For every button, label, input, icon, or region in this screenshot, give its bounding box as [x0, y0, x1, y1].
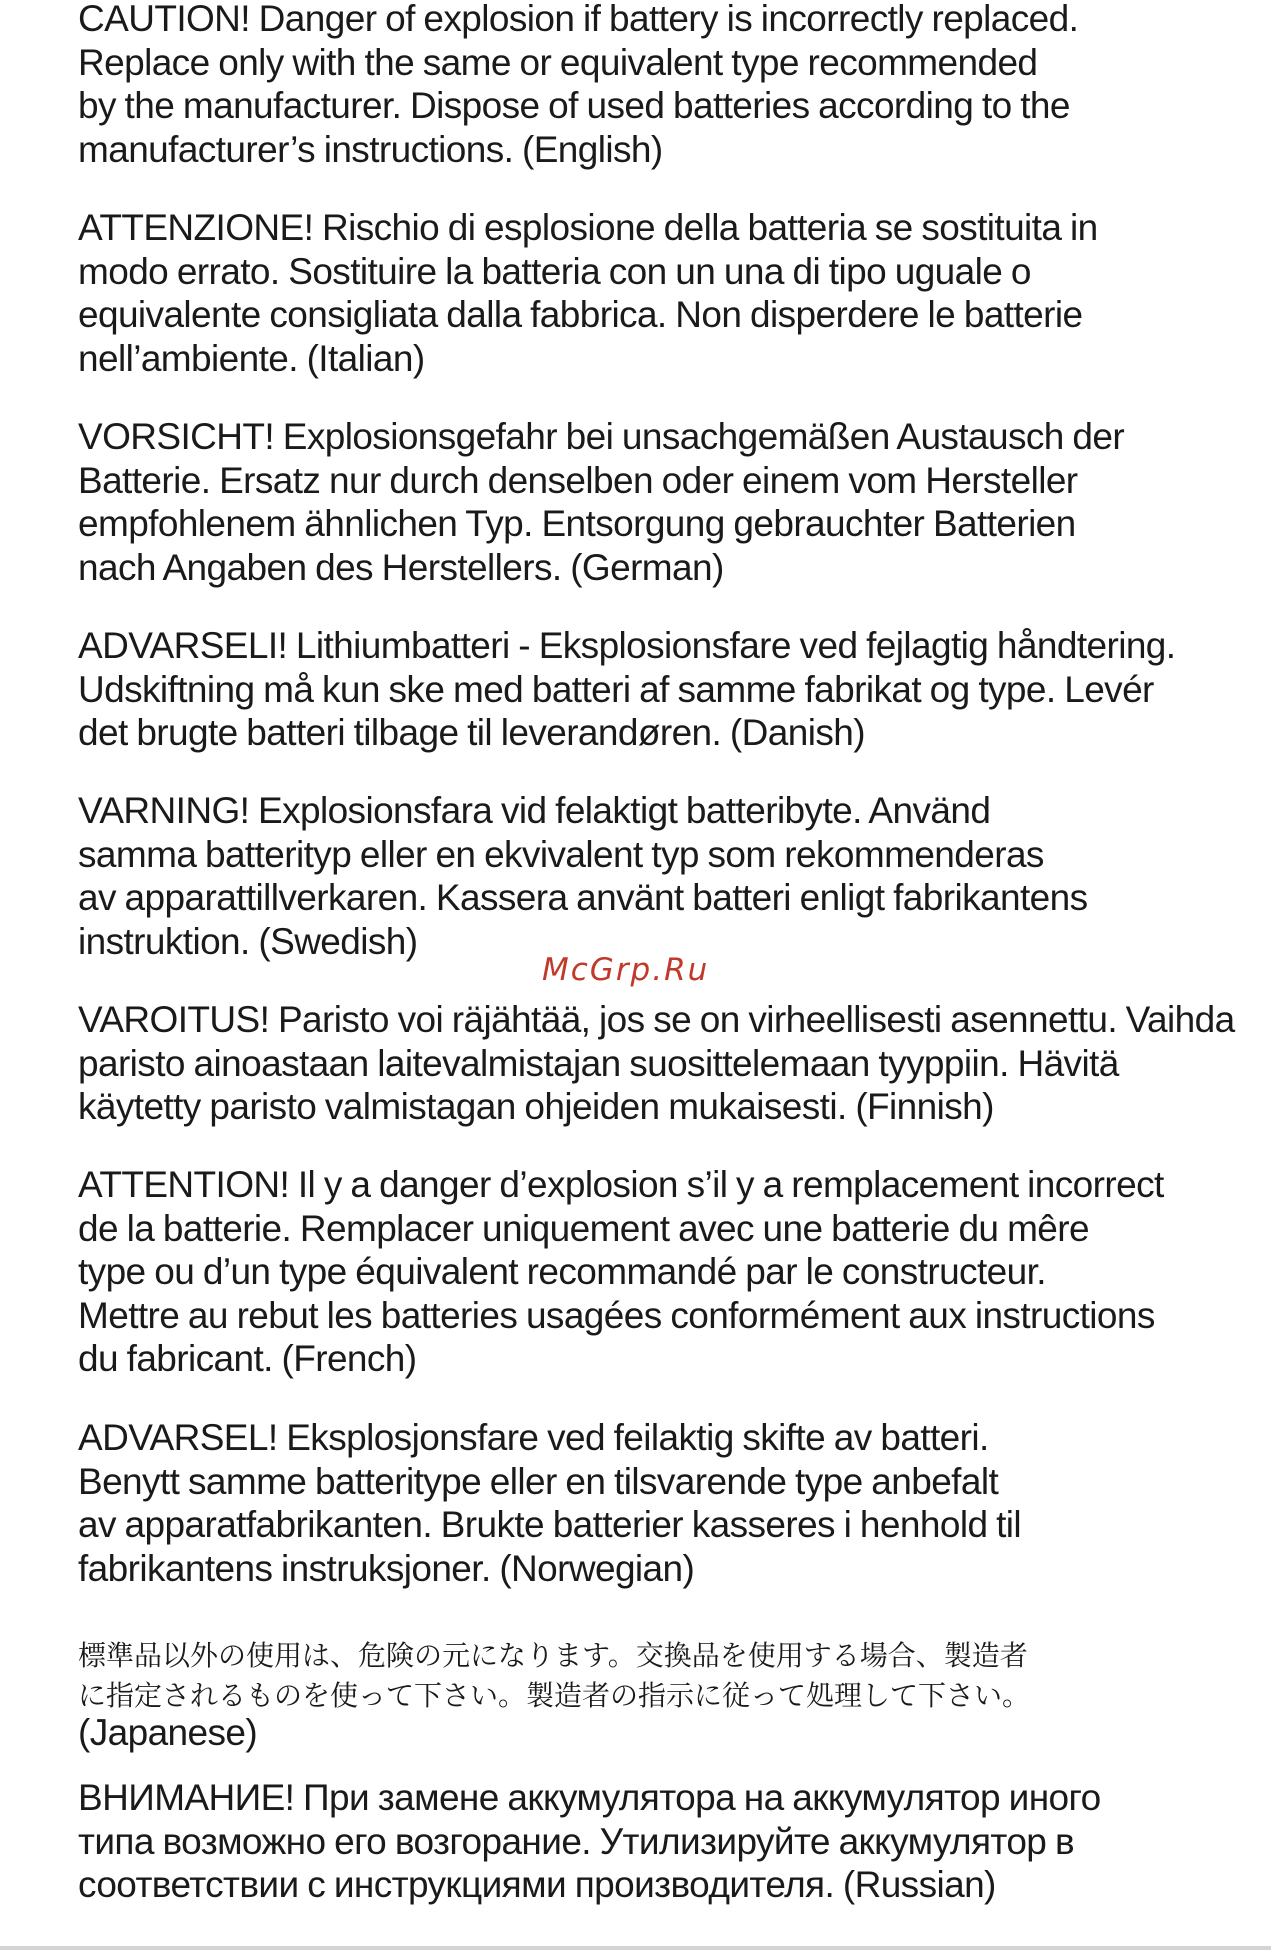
page-bottom-border — [0, 1946, 1271, 1950]
warning-danish: ADVARSELI! Lithiumbatteri - Eksplosionsfare ved fejlagtig håndtering. Udskiftning må kun ske med batteri af samme fabrikat og type. Levér det brugte batteri tilbage til leverandøren. (Danish) — [78, 625, 1176, 753]
warning-norwegian: ADVARSEL! Eksplosjonsfare ved feilaktig skifte av batteri. Benytt samme batteritype eller en tilsvarende type anbefalt av apparatfabrikanten. Brukte batterier kasseres i henhold til fabrikantens instruksjoner. (Norwegian) — [78, 1417, 1022, 1589]
warning-japanese: 標準品以外の使用は、危険の元になります。交換品を使用する場合、製造者 に指定されるものを使って下さい。製造者の指示に従って処理して下さい。 — [78, 1639, 1031, 1712]
warning-english: CAUTION! Danger of explosion if battery is incorrectly replaced. Replace only with the same or equivalent type recommended by the manufacturer. Dispose of used batteries according to the manufacturer’s instructions. (English) — [78, 0, 1079, 170]
warning-japanese-language-label: (Japanese) — [78, 1712, 258, 1753]
warning-finnish: VAROITUS! Paristo voi räjähtää, jos se on virheellisesti asennettu. Vaihda paristo ainoastaan laitevalmistajan suosittelemaan tyyppiin. Hävitä käytetty paristo valmistagan ohjeiden mukaisesti. (Finnish) — [78, 999, 1235, 1127]
warning-french: ATTENTION! Il y a danger d’explosion s’il y a remplacement incorrect de la batterie. Remplacer uniquement avec une batterie du mêre type ou d’un type équivalent recommandé par le constructeur. Mettre au rebut les batteries usagées conformément aux instructions du fabricant. (French) — [78, 1164, 1164, 1379]
warning-german: VORSICHT! Explosionsgefahr bei unsachgemäßen Austausch der Batterie. Ersatz nur durch denselben oder einem vom Hersteller empfohlenem ähnlichen Typ. Entsorgung gebrauchter Batterien nach Angaben des Herstellers. (German) — [78, 416, 1125, 588]
warning-swedish: VARNING! Explosionsfara vid felaktigt batteribyte. Använd samma batterityp eller en ekvivalent typ som rekommenderas av apparattillverkaren. Kassera använt batteri enligt fabrikantens instruktion. (Swedish) — [78, 790, 1088, 962]
warning-russian: ВНИМАНИЕ! При замене аккумулятора на аккумулятор иного типа возможно его возгорание. Утилизируйте аккумулятор в соответствии с инструкциями производителя. (Russian) — [78, 1777, 1101, 1905]
warning-italian: ATTENZIONE! Rischio di esplosione della batteria se sostituita in modo errato. Sostituire la batteria con un una di tipo uguale o equivalente consigliata dalla fabbrica. Non disperdere le batterie nell’ambiente. (Italian) — [78, 207, 1098, 379]
watermark-text: McGrp.Ru — [542, 952, 710, 988]
